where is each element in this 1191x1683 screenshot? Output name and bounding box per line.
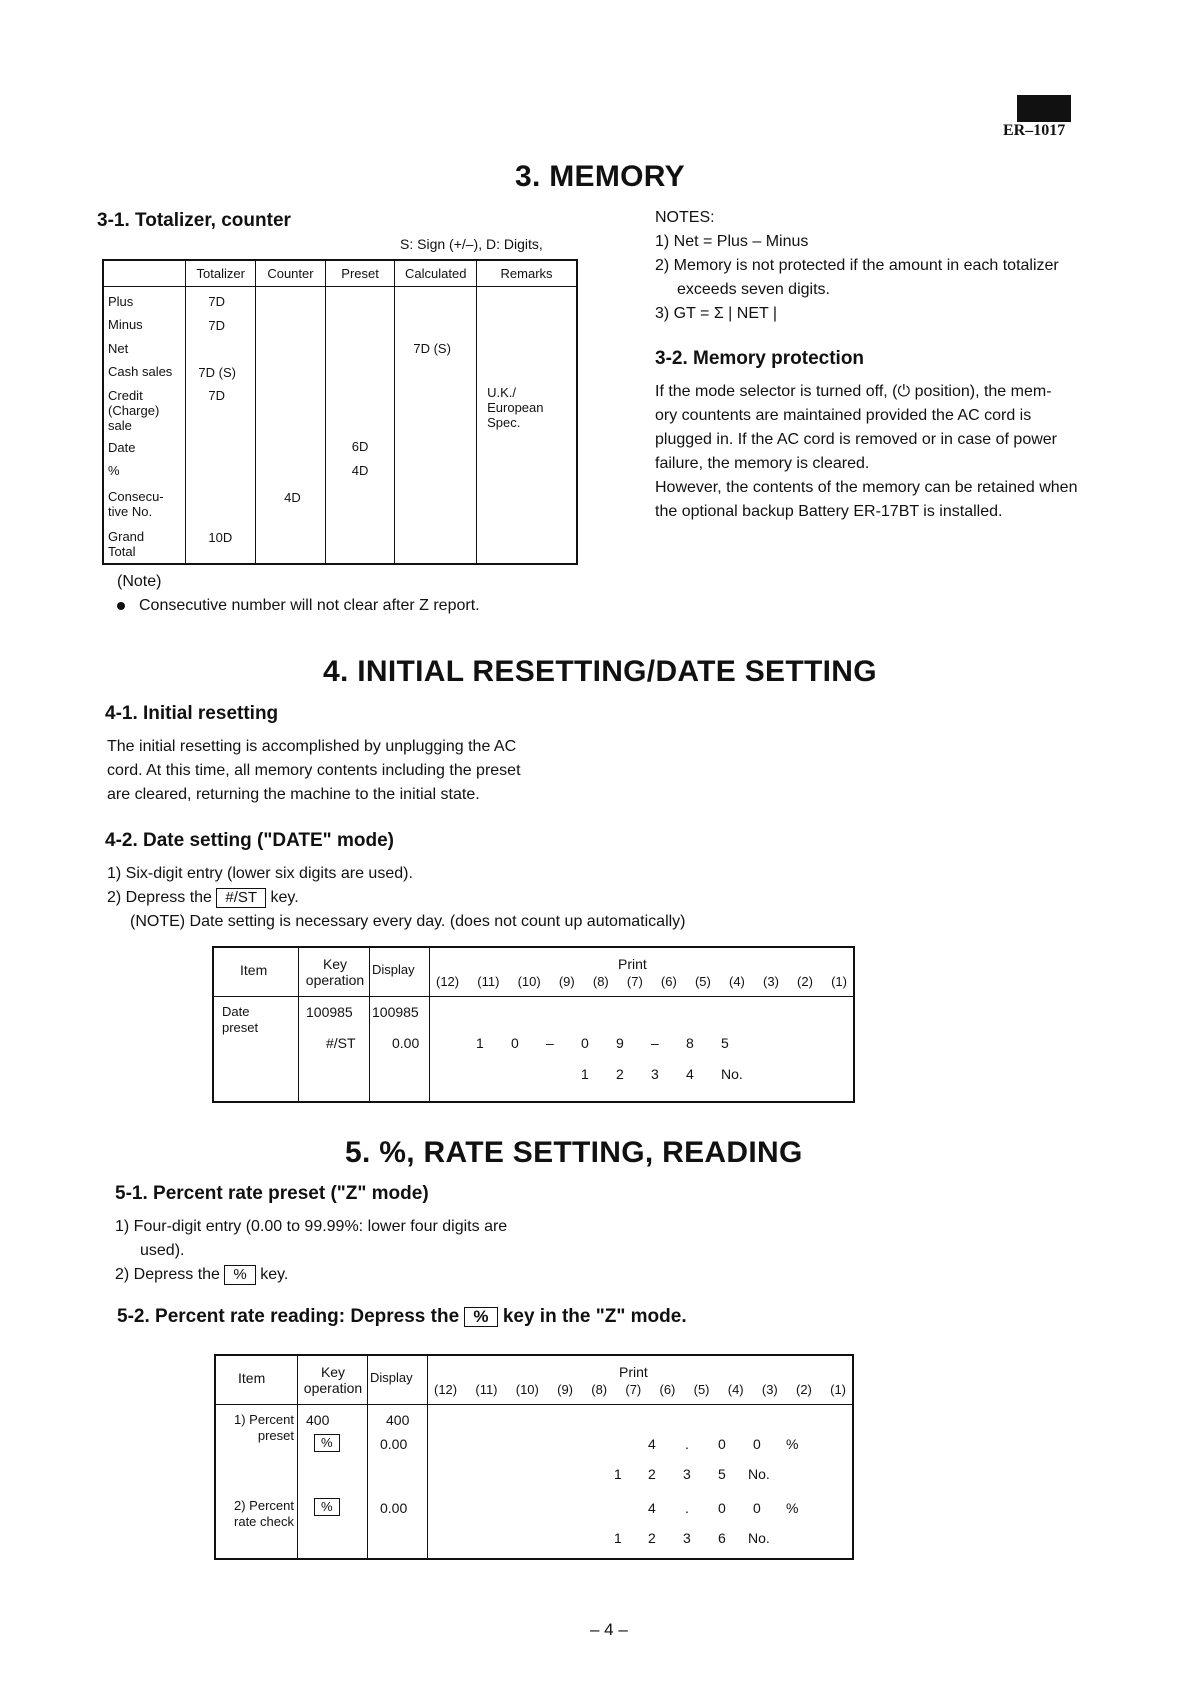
print-char: 0 [511,1035,519,1051]
header-preset: Preset [325,260,395,286]
print-columns [430,974,853,989]
divider [298,948,299,1101]
rate-reading-post: key in the "Z" mode. [502,1306,687,1327]
print-char: % [786,1500,799,1516]
header-item: Item [238,1370,266,1386]
rate-reading-table [214,1354,854,1560]
col-10: (10) [517,974,541,989]
totalizer-column [186,286,256,564]
date-note: (NOTE) Date setting is necessary every day. (does not count up automatically) [130,913,686,930]
col-12: (12) [434,1382,458,1397]
divider [216,1404,852,1405]
print-columns [428,1382,852,1397]
col-3: (3) [761,1382,778,1397]
rate-step-1-cont: used). [140,1242,185,1259]
cell-percent-preset: 4D [351,462,369,478]
print-char: 2 [648,1466,656,1482]
print-char: . [685,1500,689,1516]
key-hash-st: #/ST [326,1035,356,1051]
cell-cash-totalizer: 7D (S) [198,364,236,380]
print-char: No. [748,1530,770,1546]
reset-line-1: The initial resetting is accomplished by unplugging the AC [107,738,517,755]
section-title-memory: 3. MEMORY [515,160,685,193]
cell-net-calculated: 7D (S) [413,340,451,356]
rate-step-2-post: key. [260,1266,289,1283]
col-8: (8) [591,1382,608,1397]
section-title-rate: 5. %, RATE SETTING, READING [345,1136,803,1169]
print-char: 5 [721,1035,729,1051]
date-step-2-post: key. [270,889,299,906]
item-percent-preset: 1) Percent preset [234,1412,294,1443]
col-8: (8) [592,974,609,989]
header-remarks: Remarks [477,260,577,286]
calculated-column [395,286,477,564]
print-char: . [685,1436,689,1452]
print-char: 1 [476,1035,484,1051]
cell-credit-totalizer: 7D [208,387,226,403]
divider [429,948,430,1101]
col-11: (11) [475,1382,498,1397]
row-label-date: Date [108,439,136,455]
totalizer-table [102,259,578,565]
print-char: 5 [718,1466,726,1482]
print-char: % [786,1436,799,1452]
print-char: 0 [581,1035,589,1051]
row-label-percent: % [108,463,120,478]
col-12: (12) [436,974,460,989]
header-key-operation: Key operation [303,1364,363,1396]
subsection-title-initial-reset: 4-1. Initial resetting [105,703,279,724]
col-1: (1) [831,974,847,989]
col-9: (9) [558,974,575,989]
header-print: Print [618,956,647,972]
cell-consecutive-counter: 4D [284,489,301,505]
key-400: 400 [306,1412,330,1428]
subsection-title-rate-preset: 5-1. Percent rate preset ("Z" mode) [115,1183,429,1204]
header-print: Print [619,1364,648,1380]
header-calculated: Calculated [395,260,477,286]
rate-step-2 [115,1263,288,1287]
percent-key-icon: % [224,1265,255,1285]
print-char: 3 [683,1530,691,1546]
model-number: ER–1017 [1003,122,1066,139]
cell-minus-totalizer: 7D [208,317,226,333]
print-char: 3 [683,1466,691,1482]
col-9: (9) [557,1382,573,1397]
protection-line-2: ory countents are maintained provided the AC cord is [655,407,1032,424]
display-400: 400 [386,1412,410,1428]
col-6: (6) [660,974,677,989]
display-0-00: 0.00 [380,1500,408,1516]
item-date-preset: Date preset [222,1004,259,1035]
divider [297,1356,298,1558]
protection-line-4: failure, the memory is cleared. [655,455,870,472]
col-10: (10) [515,1382,539,1397]
print-char: – [651,1035,659,1051]
col-2: (2) [797,974,813,989]
print-char: 4 [648,1436,656,1452]
model-badge [1017,95,1071,122]
notes-item-2-cont: exceeds seven digits. [677,281,830,298]
print-char: 0 [718,1436,726,1452]
divider [214,996,853,997]
notes-item-1: 1) Net = Plus – Minus [655,233,809,250]
reset-line-2: cord. At this time, all memory contents including the preset [107,762,521,779]
subsection-title-totalizer: 3-1. Totalizer, counter [97,210,291,231]
rate-reading-pre: 5-2. Percent rate reading: Depress the [117,1306,460,1327]
date-step-2 [107,886,299,910]
row-label-net: Net [108,340,129,356]
print-char: 1 [614,1466,622,1482]
date-step-1: 1) Six-digit entry (lower six digits are used). [107,865,413,882]
display-0-00: 0.00 [392,1035,420,1051]
print-char: 2 [648,1530,656,1546]
col-7: (7) [626,974,643,989]
page-number: – 4 – [590,1620,628,1639]
col-5: (5) [694,974,711,989]
bullet-icon [117,602,125,610]
print-char: 0 [718,1500,726,1516]
note-item [117,594,480,618]
print-char: 1 [614,1530,622,1546]
col-4: (4) [727,1382,744,1397]
protection-line-6: the optional backup Battery ER-17BT is installed. [655,503,1003,520]
header-totalizer: Totalizer [186,260,256,286]
col-5: (5) [693,1382,710,1397]
notes-item-2: 2) Memory is not protected if the amount in each totalizer [655,257,1059,274]
print-char: 4 [686,1066,694,1082]
cell-date-preset: 6D [351,438,369,454]
notes-title: NOTES: [655,209,715,226]
protection-line-5: However, the contents of the memory can be retained when [655,479,1078,496]
print-char: 2 [616,1066,624,1082]
display-0-00: 0.00 [380,1436,408,1452]
hash-st-key-icon: #/ST [216,888,266,908]
print-char: 0 [753,1436,761,1452]
row-labels [103,286,186,564]
section-title-reset: 4. INITIAL RESETTING/DATE SETTING [323,655,877,688]
note-text: Consecutive number will not clear after Z report. [139,597,480,614]
print-char: 9 [616,1035,624,1051]
col-11: (11) [477,974,500,989]
key-100985: 100985 [306,1004,353,1020]
cell-credit-remarks: U.K./ European Spec. [487,384,544,430]
header-counter: Counter [256,260,326,286]
header-corner [103,260,186,286]
percent-key-icon: % [464,1307,497,1327]
row-label-plus: Plus [108,293,134,309]
date-step-2-pre: 2) Depress the [107,889,212,906]
col-2: (2) [795,1382,812,1397]
print-char: – [546,1035,554,1051]
counter-column [256,286,326,564]
col-1: (1) [830,1382,846,1397]
header-item: Item [240,962,268,978]
divider [367,1356,368,1558]
col-4: (4) [728,974,745,989]
header-display: Display [370,1370,413,1385]
protection-line-3: plugged in. If the AC cord is removed or in case of power [655,431,1057,448]
row-label-grand-total: Grand Total [108,528,145,559]
col-6: (6) [659,1382,676,1397]
cell-gt-totalizer: 10D [208,529,233,545]
table-legend: S: Sign (+/–), D: Digits, [400,236,543,252]
rate-step-1: 1) Four-digit entry (0.00 to 99.99%: lower four digits are [115,1218,508,1235]
subsection-title-date-setting: 4-2. Date setting ("DATE" mode) [105,830,394,851]
print-char: 8 [686,1035,694,1051]
col-3: (3) [763,974,779,989]
notes-item-3: 3) GT = Σ | NET | [655,305,778,322]
reset-line-3: are cleared, returning the machine to the initial state. [107,786,480,803]
header-key-operation: Key operation [305,956,365,988]
item-percent-rate-check: 2) Percent rate check [234,1498,294,1529]
row-label-consecutive-no: Consecu- tive No. [108,488,164,519]
row-label-credit-sale: Credit (Charge) sale [108,387,160,433]
print-char: No. [748,1466,770,1482]
display-100985: 100985 [372,1004,419,1020]
print-char: 0 [753,1500,761,1516]
subsection-title-protection: 3-2. Memory protection [655,348,865,369]
print-char: No. [721,1066,743,1082]
print-char: 4 [648,1500,656,1516]
row-label-minus: Minus [108,317,143,332]
print-char: 3 [651,1066,659,1082]
rate-step-2-pre: 2) Depress the [115,1266,220,1283]
preset-column [325,286,395,564]
date-setting-table [212,946,855,1103]
cell-plus-totalizer: 7D [208,293,226,309]
col-7: (7) [625,1382,642,1397]
percent-key-icon: % [314,1498,340,1516]
row-label-cash-sales: Cash sales [108,364,173,379]
protection-line-1: If the mode selector is turned off, (⏻ position), the mem- [655,383,1052,400]
note-label: (Note) [117,573,162,590]
remarks-column [477,286,577,564]
print-char: 1 [581,1066,589,1082]
print-char: 6 [718,1530,726,1546]
percent-key-icon: % [314,1434,340,1452]
header-display: Display [372,962,415,977]
subsection-title-rate-reading [117,1306,687,1328]
